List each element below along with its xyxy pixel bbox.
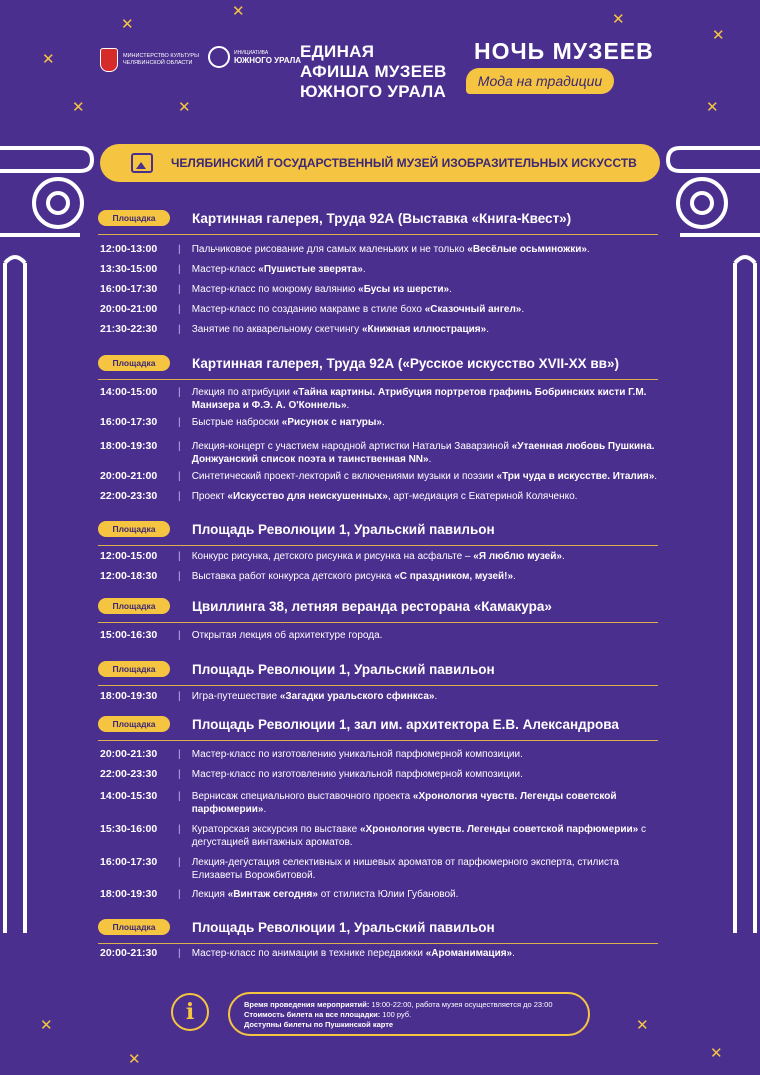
picture-icon <box>131 153 153 173</box>
info-price-value: 100 руб. <box>380 1010 412 1019</box>
event-row <box>100 768 660 781</box>
event-description: Выставка работ конкурса детского рисунка «С праздником, музей!». <box>191 571 516 582</box>
separator: | <box>178 691 181 702</box>
event-time: 12:00-18:30 <box>100 570 158 582</box>
partner-small-text: ИНИЦИАТИВА <box>234 49 269 56</box>
separator: | <box>178 284 181 295</box>
event-time: 18:00-19:30 <box>100 440 158 452</box>
event-row <box>100 748 660 761</box>
ministry-logo <box>100 48 211 72</box>
event-time: 22:00-23:30 <box>100 768 158 780</box>
star-decoration: ✕ <box>178 99 191 116</box>
event-row <box>100 243 660 256</box>
info-icon: i <box>171 993 209 1031</box>
venue-name: Площадь Революции 1, Уральский павильон <box>192 521 495 537</box>
event-time: 16:00-17:30 <box>100 283 158 295</box>
venue-badge: Площадка <box>98 661 170 677</box>
venue-name: Картинная галерея, Труда 92А («Русское искусство XVII-XX вв») <box>192 355 619 371</box>
separator: | <box>178 791 181 802</box>
venue-header <box>98 598 658 614</box>
partner-emblem-icon <box>208 46 230 68</box>
event-description: Мастер-класс по изготовлению уникальной парфюмерной композиции. <box>191 769 523 780</box>
event-time: 16:00-17:30 <box>100 416 158 428</box>
event-time: 14:00-15:30 <box>100 790 158 802</box>
separator: | <box>178 948 181 959</box>
ministry-name: МИНИСТЕРСТВО КУЛЬТУРЫ ЧЕЛЯБИНСКОЙ ОБЛАСТИ <box>123 53 199 66</box>
event-description: Проект «Искусство для неискушенных», арт-медиация с Екатериной Коляченко. <box>191 491 578 502</box>
event-time: 22:00-23:30 <box>100 490 158 502</box>
separator: | <box>178 324 181 335</box>
info-time-label: Время проведения мероприятий: <box>244 1000 370 1009</box>
event-row <box>100 550 660 563</box>
event-description: Мастер-класс по мокрому валянию «Бусы из шерсти». <box>191 284 452 295</box>
event-description: Мастер-класс по созданию макраме в стиле бохо «Сказочный ангел». <box>191 304 525 315</box>
event-row <box>100 470 660 483</box>
event-time: 13:30-15:00 <box>100 263 158 275</box>
event-description: Лекция по атрибуции «Тайна картины. Атрибуция портретов графинь Бобринских кисти Г.М. Манизера и Ф.Э. А. О'Коннель». <box>191 387 647 411</box>
event-row <box>100 283 660 296</box>
afisha-line-2: АФИША МУЗЕЕВ <box>300 62 447 81</box>
info-line-price <box>244 1010 574 1020</box>
event-time: 20:00-21:00 <box>100 303 158 315</box>
event-description: Мастер-класс по анимации в технике передвижки «Ароманимация». <box>191 948 515 959</box>
star-decoration: ✕ <box>710 1045 723 1062</box>
separator: | <box>178 749 181 760</box>
night-of-museums-title: НОЧЬ МУЗЕЕВ <box>474 38 654 64</box>
museum-name: ЧЕЛЯБИНСКИЙ ГОСУДАРСТВЕННЫЙ МУЗЕЙ ИЗОБРАЗИТЕЛЬНЫХ ИСКУССТВ <box>171 156 637 170</box>
event-time: 18:00-19:30 <box>100 888 158 900</box>
info-pushkin-label: Доступны билеты по Пушкинской карте <box>244 1020 394 1029</box>
event-description: Лекция «Винтаж сегодня» от стилиста Юлии Губановой. <box>191 889 459 900</box>
venue-badge: Площадка <box>98 521 170 537</box>
event-row <box>100 888 660 901</box>
event-time: 16:00-17:30 <box>100 856 158 868</box>
afisha-line-3: ЮЖНОГО УРАЛА <box>300 82 447 101</box>
separator: | <box>178 551 181 562</box>
event-row <box>100 263 660 276</box>
event-time: 20:00-21:30 <box>100 748 158 760</box>
venue-name: Площадь Революции 1, Уральский павильон <box>192 661 495 677</box>
event-time: 15:30-16:00 <box>100 823 158 835</box>
event-description: Занятие по акварельному скетчингу «Книжная иллюстрация». <box>191 324 489 335</box>
event-row <box>100 790 660 816</box>
event-time: 14:00-15:00 <box>100 386 158 398</box>
event-row <box>100 629 660 642</box>
event-row <box>100 856 660 882</box>
venue-name: Картинная галерея, Труда 92А (Выставка «Книга-Квест») <box>192 210 572 226</box>
venue-badge: Площадка <box>98 598 170 614</box>
event-description: Кураторская экскурсия по выставке «Хронология чувств. Легенды советской парфюмерии» с дегустацией винтажных ароматов. <box>191 824 646 848</box>
event-description: Игра-путешествие «Загадки уральского сфинкса». <box>191 691 438 702</box>
night-of-museums-subtitle: Мода на традиции <box>466 68 614 94</box>
event-description: Синтетический проект-лекторий с включениями музыки и поэзии «Три чуда в искусстве. Италия». <box>191 471 658 482</box>
event-row <box>100 416 660 429</box>
event-row <box>100 823 660 849</box>
separator: | <box>178 244 181 255</box>
event-description: Мастер-класс по изготовлению уникальной парфюмерной композиции. <box>191 749 523 760</box>
separator: | <box>178 387 181 398</box>
venue-name: Цвиллинга 38, летняя веранда ресторана «Камакура» <box>192 598 552 614</box>
star-decoration: ✕ <box>121 16 134 33</box>
venue-badge: Площадка <box>98 716 170 732</box>
info-price-label: Стоимость билета на все площадки: <box>244 1010 381 1019</box>
event-time: 18:00-19:30 <box>100 690 158 702</box>
venue-header <box>98 716 658 732</box>
event-row <box>100 490 660 503</box>
separator: | <box>178 491 181 502</box>
event-time: 20:00-21:00 <box>100 470 158 482</box>
left-column-decoration <box>0 143 95 943</box>
event-row <box>100 570 660 583</box>
separator: | <box>178 889 181 900</box>
event-row <box>100 303 660 316</box>
event-time: 21:30-22:30 <box>100 323 158 335</box>
venue-badge: Площадка <box>98 355 170 371</box>
star-decoration: ✕ <box>232 3 245 20</box>
info-time-value: 19:00-22:00, работа музея осуществляется до 23:00 <box>369 1000 553 1009</box>
star-decoration: ✕ <box>712 27 725 44</box>
separator: | <box>178 769 181 780</box>
info-line-time <box>244 1000 574 1010</box>
partner-name: ЮЖНОГО УРАЛА <box>234 55 302 65</box>
star-decoration: ✕ <box>706 99 719 116</box>
star-decoration: ✕ <box>72 99 85 116</box>
event-description: Лекция-концерт с участием народной артистки Натальи Заварзиной «Утаенная любовь Пушкина. Донжуанский список поэта и таинственная NN». <box>191 441 655 465</box>
afisha-line-1: ЕДИНАЯ <box>300 42 375 61</box>
separator: | <box>178 857 181 868</box>
event-description: Конкурс рисунка, детского рисунка и рисунка на асфальте – «Я люблю музей». <box>191 551 565 562</box>
event-description: Быстрые наброски «Рисунок с натуры». <box>191 417 385 428</box>
event-row <box>100 947 660 960</box>
event-time: 20:00-21:30 <box>100 947 158 959</box>
star-decoration: ✕ <box>42 51 55 68</box>
venue-header <box>98 919 658 935</box>
venue-header <box>98 355 658 371</box>
venue-header <box>98 661 658 677</box>
event-time: 15:00-16:30 <box>100 629 158 641</box>
separator: | <box>178 630 181 641</box>
event-time: 12:00-13:00 <box>100 243 158 255</box>
venue-name: Площадь Революции 1, Уральский павильон <box>192 919 495 935</box>
star-decoration: ✕ <box>40 1017 53 1034</box>
info-line-pushkin <box>244 1020 574 1030</box>
separator: | <box>178 441 181 452</box>
coat-of-arms-icon <box>100 48 118 72</box>
event-row <box>100 386 660 412</box>
venue-badge: Площадка <box>98 919 170 935</box>
venue-header <box>98 521 658 537</box>
separator: | <box>178 571 181 582</box>
event-time: 12:00-15:00 <box>100 550 158 562</box>
event-description: Открытая лекция об архитектуре города. <box>191 630 383 641</box>
venue-header <box>98 210 658 226</box>
star-decoration: ✕ <box>612 11 625 28</box>
star-decoration: ✕ <box>128 1051 141 1068</box>
info-box <box>228 992 590 1036</box>
event-description: Пальчиковое рисование для самых маленьких и не только «Весёлые осьминожки». <box>191 244 590 255</box>
star-decoration: ✕ <box>636 1017 649 1034</box>
venue-badge: Площадка <box>98 210 170 226</box>
event-description: Лекция-дегустация селективных и нишевых ароматов от парфюмерного эксперта, стилиста Елизаветы Ворожбитовой. <box>191 857 619 881</box>
event-description: Мастер-класс «Пушистые зверята». <box>191 264 366 275</box>
afisha-title <box>300 42 447 102</box>
separator: | <box>178 824 181 835</box>
museum-banner <box>100 144 660 182</box>
right-column-decoration <box>665 143 760 943</box>
separator: | <box>178 417 181 428</box>
event-row <box>100 323 660 336</box>
event-description: Вернисаж специального выставочного проекта «Хронология чувств. Легенды советской парфюмерии». <box>191 791 617 815</box>
event-row <box>100 690 660 703</box>
separator: | <box>178 471 181 482</box>
separator: | <box>178 304 181 315</box>
separator: | <box>178 264 181 275</box>
partner-logo <box>208 46 301 68</box>
venue-name: Площадь Революции 1, зал им. архитектора Е.В. Александрова <box>192 716 619 732</box>
event-row <box>100 440 660 466</box>
